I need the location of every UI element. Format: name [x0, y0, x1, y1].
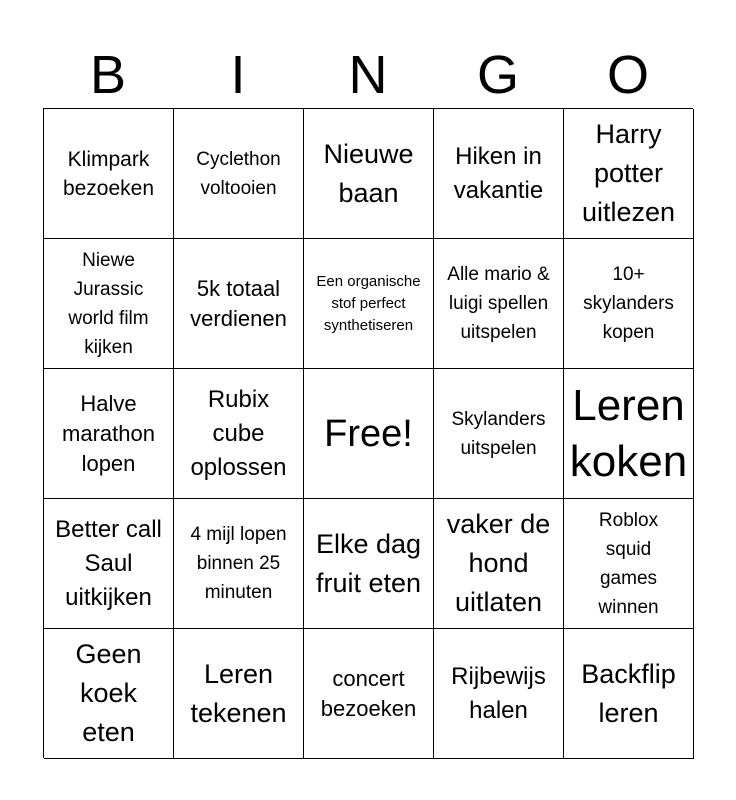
cell-text: Een organische stof perfect synthetiseren: [316, 272, 421, 334]
cell-text: Leren koken: [569, 380, 688, 486]
bingo-cell[interactable]: [564, 109, 694, 239]
bingo-cell[interactable]: [564, 369, 694, 499]
cell-text: concert bezoeken: [320, 665, 417, 721]
cell-text: 5k totaal verdienen: [190, 275, 287, 331]
cell-text: Alle mario & luigi spellen uitspelen: [447, 264, 550, 343]
cell-text: 4 mijl lopen binnen 25 minuten: [190, 524, 287, 603]
bingo-cell[interactable]: [434, 239, 564, 369]
cell-text: Elke dag fruit eten: [315, 528, 422, 598]
bingo-cell[interactable]: [44, 239, 174, 369]
cell-text: Better call Saul uitkijken: [55, 515, 162, 611]
bingo-cell[interactable]: [174, 499, 304, 629]
cell-text: Nieuwe baan: [323, 138, 414, 208]
header-letter-b: B: [89, 45, 127, 105]
bingo-cell[interactable]: [44, 369, 174, 499]
bingo-cell[interactable]: [564, 499, 694, 629]
cell-text: Free!: [324, 412, 413, 455]
bingo-cell[interactable]: [304, 499, 434, 629]
cell-text: Leren tekenen: [190, 658, 287, 728]
cell-text: Roblox squid games winnen: [598, 509, 659, 618]
bingo-board: [43, 108, 693, 758]
bingo-cell[interactable]: [304, 629, 434, 759]
header-letter-n: N: [348, 45, 388, 105]
cell-text: Skylanders uitspelen: [451, 408, 546, 459]
cell-text: Backflip leren: [581, 658, 676, 728]
cell-text: Rijbewijs halen: [451, 662, 546, 724]
cell-text: 10+ skylanders kopen: [583, 264, 674, 343]
cell-text: Cyclethon voltooien: [196, 148, 281, 199]
bingo-cell[interactable]: [564, 239, 694, 369]
bingo-header: [43, 42, 693, 108]
bingo-cell[interactable]: [434, 629, 564, 759]
cell-text: Halve marathon lopen: [62, 390, 155, 476]
bingo-cell[interactable]: [174, 239, 304, 369]
header-letter-g: G: [476, 45, 519, 105]
bingo-cell[interactable]: [44, 499, 174, 629]
bingo-cell[interactable]: [304, 109, 434, 239]
cell-text: Niewe Jurassic world film kijken: [68, 249, 149, 358]
bingo-cell[interactable]: [434, 369, 564, 499]
bingo-cell[interactable]: [44, 629, 174, 759]
bingo-cell[interactable]: [174, 109, 304, 239]
bingo-cell[interactable]: [564, 629, 694, 759]
cell-text: Rubix cube oplossen: [190, 385, 287, 481]
free-space[interactable]: [304, 369, 434, 499]
bingo-cell[interactable]: [174, 369, 304, 499]
bingo-cell[interactable]: [304, 239, 434, 369]
bingo-cell[interactable]: [434, 109, 564, 239]
header-letter-i: I: [230, 45, 246, 105]
bingo-cell[interactable]: [434, 499, 564, 629]
cell-text: Klimpark bezoeken: [62, 147, 155, 200]
cell-text: Harry potter uitlezen: [581, 119, 676, 227]
cell-text: Hiken in vakantie: [453, 142, 544, 204]
cell-text: Geen koek eten: [75, 639, 142, 747]
cell-text: vaker de hond uitlaten: [446, 509, 551, 617]
header-letter-o: O: [606, 45, 649, 105]
bingo-cell[interactable]: [44, 109, 174, 239]
bingo-cell[interactable]: [174, 629, 304, 759]
